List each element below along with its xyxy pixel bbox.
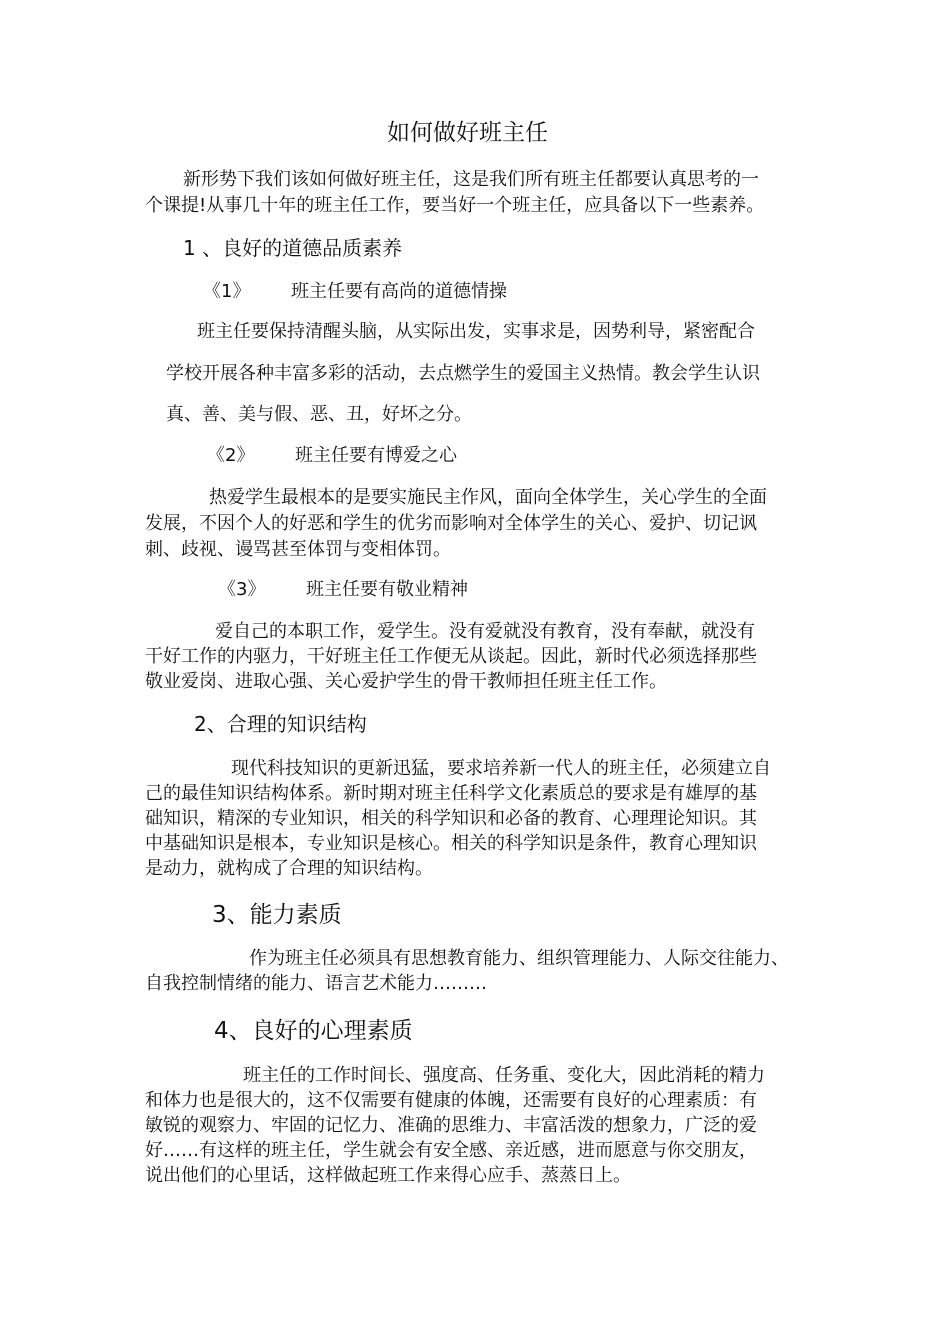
paragraph-line: 学校开展各种丰富多彩的活动，去点燃学生的爱国主义热情。教会学生认识 xyxy=(166,363,760,384)
paragraph-line: 说出他们的心里话，这样做起班工作来得心应手、蒸蒸日上。 xyxy=(145,1165,631,1186)
paragraph-line: 真、善、美与假、恶、丑，好坏之分。 xyxy=(166,404,472,425)
paragraph-line: 己的最佳知识结构体系。新时期对班主任科学文化素质总的要求是有雄厚的基 xyxy=(145,783,757,804)
paragraph-line: 班主任要保持清醒头脑，从实际出发，实事求是，因势利导，紧密配合 xyxy=(197,321,755,342)
document-title: 如何做好班主任 xyxy=(387,120,548,146)
paragraph-line: 础知识，精深的专业知识，相关的科学知识和必备的教育、心理理论知识。其 xyxy=(145,808,757,829)
section-heading: 1 、良好的道德品质素养 xyxy=(183,236,403,260)
subsection-title: 班主任要有高尚的道德情操 xyxy=(291,281,507,302)
paragraph-line: 自我控制情绪的能力、语言艺术能力……… xyxy=(145,973,487,994)
paragraph-line: 干好工作的内驱力，干好班主任工作便无从谈起。因此，新时代必须选择那些 xyxy=(145,646,757,667)
subsection-heading xyxy=(203,280,507,304)
subsection-number: 《2》 xyxy=(207,445,255,466)
paragraph-line: 敏锐的观察力、牢固的记忆力、准确的思维力、丰富活泼的想象力，广泛的爱 xyxy=(145,1115,757,1136)
section-heading: 2、合理的知识结构 xyxy=(194,712,367,736)
paragraph-line: 作为班主任必须具有思想教育能力、组织管理能力、人际交往能力、 xyxy=(249,948,789,969)
paragraph-line: 和体力也是很大的，这不仅需要有健康的体魄，还需要有良好的心理素质：有 xyxy=(145,1090,757,1111)
paragraph-line: 刺、歧视、谩骂甚至体罚与变相体罚。 xyxy=(145,539,451,560)
intro-line: 个课提!从事几十年的班主任工作，要当好一个班主任，应具备以下一些素养。 xyxy=(145,195,765,216)
paragraph-line: 热爱学生最根本的是要实施民主作风，面向全体学生，关心学生的全面 xyxy=(209,487,767,508)
paragraph-line: 敬业爱岗、进取心强、关心爱护学生的骨干教师担任班主任工作。 xyxy=(145,671,667,692)
subsection-heading xyxy=(218,578,468,602)
paragraph-line: 是动力，就构成了合理的知识结构。 xyxy=(145,858,433,879)
section-heading: 3、能力素质 xyxy=(212,902,342,928)
section-heading: 4、良好的心理素质 xyxy=(214,1018,413,1044)
paragraph-line: 爱自己的本职工作，爱学生。没有爱就没有教育，没有奉献，就没有 xyxy=(215,621,755,642)
paragraph-line: 班主任的工作时间长、强度高、任务重、变化大，因此消耗的精力 xyxy=(243,1065,765,1086)
subsection-number: 《3》 xyxy=(218,579,266,600)
subsection-number: 《1》 xyxy=(203,281,251,302)
paragraph-line: 中基础知识是根本，专业知识是核心。相关的科学知识是条件，教育心理知识 xyxy=(145,833,757,854)
paragraph-line: 发展，不因个人的好恶和学生的优劣而影响对全体学生的关心、爱护、切记讽 xyxy=(145,513,757,534)
paragraph-line: 好……有这样的班主任，学生就会有安全感、亲近感，进而愿意与你交朋友， xyxy=(145,1140,757,1161)
subsection-title: 班主任要有博爱之心 xyxy=(295,445,457,466)
intro-line: 新形势下我们该如何做好班主任，这是我们所有班主任都要认真思考的一 xyxy=(183,169,759,190)
paragraph-line: 现代科技知识的更新迅猛，要求培养新一代人的班主任，必须建立自 xyxy=(231,758,771,779)
subsection-title: 班主任要有敬业精神 xyxy=(306,579,468,600)
subsection-heading xyxy=(207,444,457,468)
